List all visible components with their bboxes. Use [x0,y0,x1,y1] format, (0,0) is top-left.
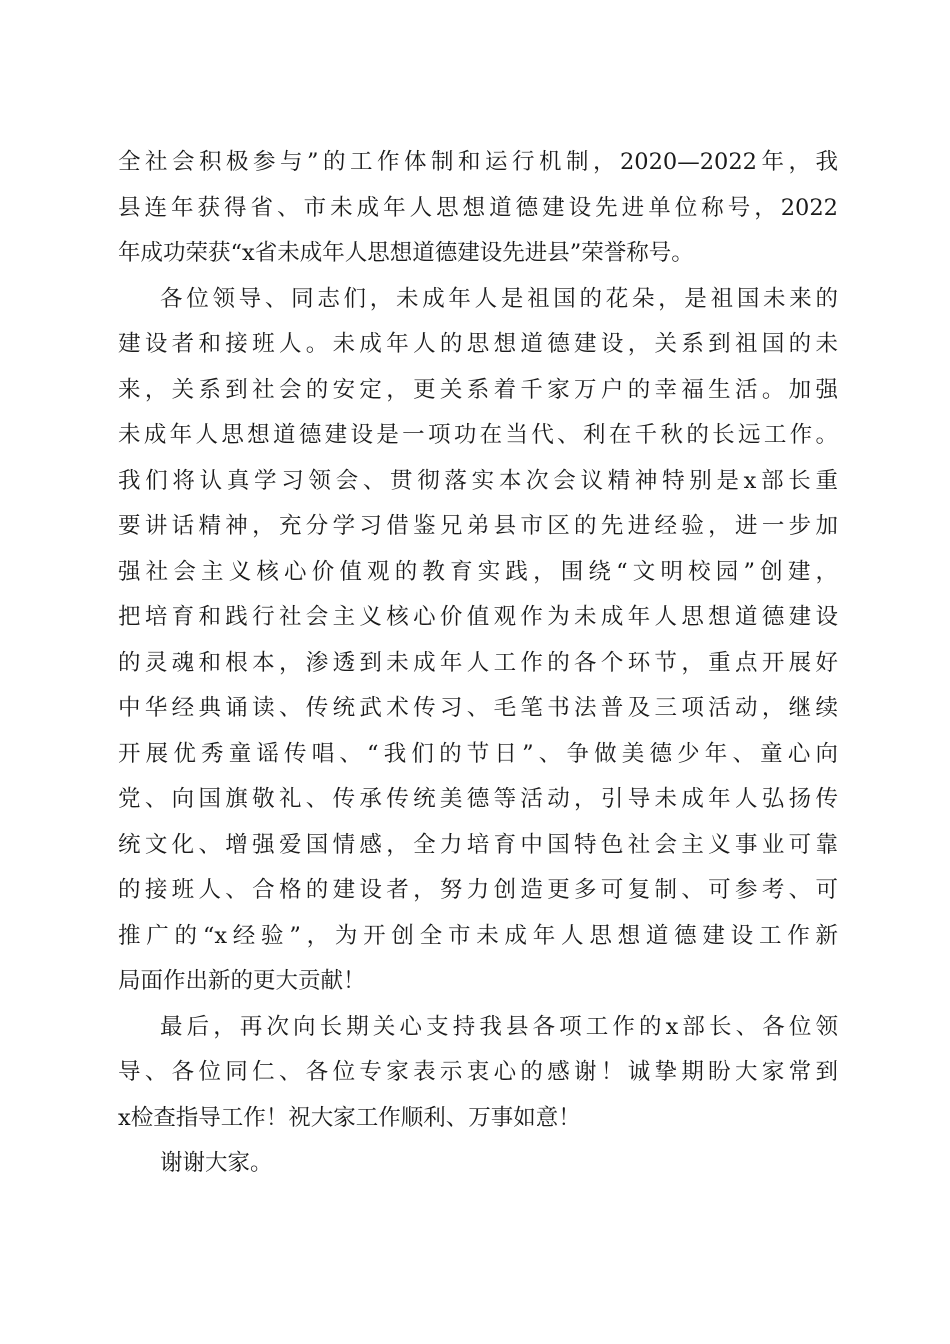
text-line: 中华经典诵读、传统武术传习、毛笔书法普及三项活动，继续 [118,695,838,721]
text-line: 要讲话精神，充分学习借鉴兄弟县市区的先进经验，进一步加 [118,513,838,539]
text-line: 强社会主义核心价值观的教育实践，围绕“文明校园”创建， [118,558,838,585]
text-line: x检查指导工作！祝大家工作顺利、万事如意！ [118,1104,581,1131]
text-line: 党、向国旗敬礼、传承传统美德等活动，引导未成年人弘扬传 [118,786,838,812]
text-line: 统文化、增强爱国情感，全力培育中国特色社会主义事业可靠 [118,831,838,858]
text-line: 全社会积极参与”的工作体制和运行机制，2020—2022年，我 [118,149,838,175]
text-line: 未成年人思想道德建设是一项功在当代、利在千秋的长远工作。 [118,422,838,448]
text-line: 把培育和践行社会主义核心价值观作为未成年人思想道德建设 [118,604,838,630]
paragraph-start-line: 最后，再次向长期关心支持我县各项工作的x部长、各位领 [160,1013,838,1040]
paragraph-start-line: 各位领导、同志们，未成年人是祖国的花朵，是祖国未来的 [160,285,838,312]
text-line: 导、各位同仁、各位专家表示衷心的感谢！诚挚期盼大家常到 [118,1059,838,1085]
text-line: 建设者和接班人。未成年人的思想道德建设，关系到祖国的未 [118,331,838,357]
closing-line: 谢谢大家。 [160,1150,273,1176]
text-line: 的灵魂和根本，渗透到未成年人工作的各个环节，重点开展好 [118,649,838,676]
text-line: 局面作出新的更大贡献！ [118,968,366,994]
document-body [118,140,838,1187]
text-line: 开展优秀童谣传唱、“我们的节日”、争做美德少年、童心向 [118,740,838,767]
text-line: 年成功荣获“x省未成年人思想道德建设先进县”荣誉称号。 [118,240,694,266]
text-line: 的接班人、合格的建设者，努力创造更多可复制、可参考、可 [118,877,838,903]
text-line: 我们将认真学习领会、贯彻落实本次会议精神特别是x部长重 [118,467,838,494]
text-line: 推广的“x经验”，为开创全市未成年人思想道德建设工作新 [118,922,838,949]
text-line: 县连年获得省、市未成年人思想道德建设先进单位称号，2022 [118,194,838,221]
text-line: 来，关系到社会的安定，更关系着千家万户的幸福生活。加强 [118,376,838,403]
